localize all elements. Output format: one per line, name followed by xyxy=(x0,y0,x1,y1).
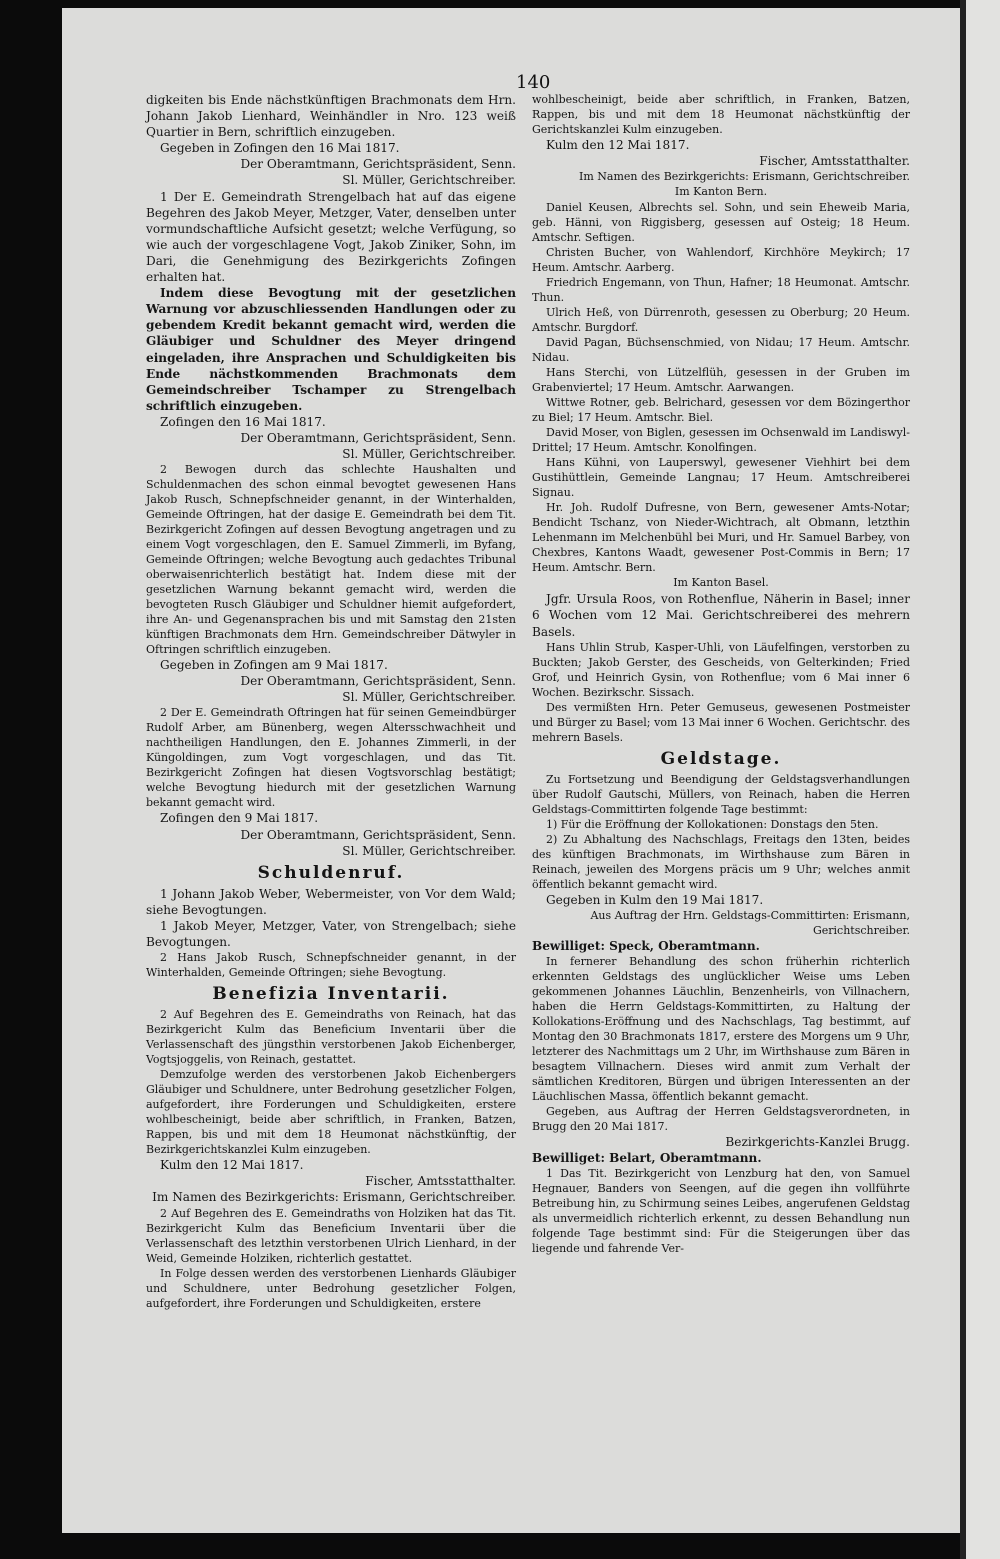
section-heading: Benefizia Inventarii. xyxy=(212,984,450,1005)
paragraph: wohlbescheinigt, beide aber schriftlich, in Franken, Batzen, Rappen, bis und mit dem 18 Heumonat nächstkünftig der Gerichtskanzlei Kulm einzugeben. xyxy=(532,93,910,136)
paragraph: 2 Der E. Gemeindrath Oftringen hat für seinen Gemeindbürger Rudolf Arber, am Bünenberg, wegen Altersschwachheit und nachtheiligen Handlungen, den E. Johannes Zimmerli, in der Küngoldingen, zum Vogt vorgeschlagen, und das Tit. Bezirkgericht Zofingen hat diesen Vogtsvorschlag bestätigt; welche Bevogtung hiedurch mit der gesetzlichen Warnung bekannt gemacht wird. xyxy=(146,706,516,810)
paragraph: In Folge dessen werden des verstorbenen Lienhards Gläubiger und Schuldnere, unter Bedrohung gesetzlicher Folgen, aufgefordert, ihre Forderungen und Schuldigkeiten, erstere xyxy=(146,1266,516,1310)
signature: Fischer, Amtsstatthalter. xyxy=(365,1174,516,1189)
list-item: Daniel Keusen, Albrechts sel. Sohn, und sein Eheweib Maria, geb. Hänni, von Riggisberg, gesessen auf Osteig; 18 Heum. Amtschr. Seftigen. xyxy=(532,201,910,245)
paragraph: 2 Hans Jakob Rusch, Schnepfschneider genannt, in der Winterhalden, Gemeinde Oftringen; siehe Bevogtung. xyxy=(146,951,516,980)
list-item: Jgfr. Ursula Roos, von Rothenflue, Näherin in Basel; inner 6 Wochen vom 12 Mai. Gerichtschreiberei des mehrern Basels. xyxy=(532,592,910,639)
date-line: Kulm den 12 Mai 1817. xyxy=(160,1158,304,1173)
paragraph: 2) Zu Abhaltung des Nachschlags, Freitags den 13ten, beides des künftigen Brachmonats, im Wirthshause zum Bären in Reinach, jeweilen des Morgens präcis um 9 Uhr; welches anmit öffentlich bekannt gemacht wird. xyxy=(532,832,910,891)
paragraph: Zu Fortsetzung und Beendigung der Geldstagsverhandlungen über Rudolf Gautschi, Müllers, von Reinach, haben die Herren Geldstags-Committirten folgende Tage bestimmt: xyxy=(532,772,910,816)
paragraph: 1 Der E. Gemeindrath Strengelbach hat auf das eigene Begehren des Jakob Meyer, Metzger, Vater, denselben unter vormundschaftliche Aufsicht gesetzt; welche Verfügung, so wie auch der vorgeschlagene Vogt, Jakob Ziniker, Sohn, im Dari, die Genehmigung des Bezirkgerichts Zofingen erhalten hat. xyxy=(146,189,516,285)
paragraph: 1 Das Tit. Bezirkgericht von Lenzburg hat den, von Samuel Hegnauer, Banders von Seengen, auf die gegen ihn vollführte Betreibung hin, zu Schirmung seines Leibes, angerufenen Geldstag als unvermeidlich richterlich erkennt, zu dessen Behandlung nun folgende Tage bestimmt sind: Für die Steigerungen über das liegende und fahrende Ver- xyxy=(532,1167,910,1256)
list-item: Hr. Joh. Rudolf Dufresne, von Bern, gewesener Amts-Notar; Bendicht Tschanz, von Nieder-Wichtrach, alt Obmann, letzthin Lehenmann im Melchenbühl bei Muri, und Hr. Samuel Barbey, von Chexbres, Kantons Waadt, gewesener Post-Commis in Bern; 17 Heum. Amtschr. Bern. xyxy=(532,501,910,575)
list-item: Christen Bucher, von Wahlendorf, Kirchhöre Meykirch; 17 Heum. Amtschr. Aarberg. xyxy=(532,246,910,275)
signature: Sl. Müller, Gerichtschreiber. xyxy=(342,447,516,462)
signature: Der Oberamtmann, Gerichtspräsident, Senn. xyxy=(240,674,516,689)
paragraph: 2 Auf Begehren des E. Gemeindraths von Reinach, hat das Bezirkgericht Kulm das Beneficium Inventarii über die Verlassenschaft des jüngsthin verstorbenen Jakob Eichenberger, Vogtsjoggelis, von Reinach, gestattet. xyxy=(146,1008,516,1067)
date-line: Gegeben in Kulm den 19 Mai 1817. xyxy=(546,892,764,907)
paragraph: In fernerer Behandlung des schon früherhin richterlich erkennten Geldstags des unglücklicher Weise ums Leben gekommenen Johannes Läuchlin, Benzenheirls, von Villnachern, haben die Herrn Geldstags-Kommittirten, zu Haltung der Kollokations-Eröffnung und des Nachschlags, Tag bestimmt, auf Montag den 30 Brachmonats 1817, erstere des Morgens um 9 Uhr, letzterer des Nachmittags um 2 Uhr, im Wirthshause zum Bären in besagtem Villnachern. Dieses wird anmit zum Verhalt der sämtlichen Kreditoren, Bürgen und übrigen Interessenten an der Läuchlischen Massa, öffentlich bekannt gemacht. xyxy=(532,954,910,1103)
date-line: Kulm den 12 Mai 1817. xyxy=(546,138,690,152)
left-column xyxy=(146,92,516,1311)
signature: Im Namen des Bezirkgerichts: Erismann, Gerichtschreiber. xyxy=(579,170,910,184)
signature: Bezirkgerichts-Kanzlei Brugg. xyxy=(725,1134,910,1149)
list-item: David Pagan, Büchsenschmied, von Nidau; 17 Heum. Amtschr. Nidau. xyxy=(532,336,910,365)
subheading-basel: Im Kanton Basel. xyxy=(673,576,769,590)
list-item: Ulrich Heß, von Dürrenroth, gesessen zu Oberburg; 20 Heum. Amtschr. Burgdorf. xyxy=(532,306,910,335)
list-item: Friedrich Engemann, von Thun, Hafner; 18 Heumonat. Amtschr. Thun. xyxy=(532,276,910,305)
signature: Sl. Müller, Gerichtschreiber. xyxy=(342,173,516,188)
paragraph: 1) Für die Eröffnung der Kollokationen: Donstags den 5ten. xyxy=(546,817,879,831)
paragraph: digkeiten bis Ende nächstkünftigen Brachmonats dem Hrn. Johann Jakob Lienhard, Weinhändler in Nro. 123 weiß Quartier in Bern, schriftlich einzugeben. xyxy=(146,93,516,140)
page-number: 140 xyxy=(516,72,551,93)
list-item: David Moser, von Biglen, gesessen im Ochsenwald im Landiswyl-Drittel; 17 Heum. Amtschr. Konolfingen. xyxy=(532,426,910,455)
section-heading: Geldstage. xyxy=(660,748,782,769)
list-item: Wittwe Rotner, geb. Belrichard, gesessen vor dem Bözingerthor zu Biel; 17 Heum. Amtschr. Biel. xyxy=(532,396,910,425)
signature: Sl. Müller, Gerichtschreiber. xyxy=(342,843,516,858)
paragraph: 2 Bewogen durch das schlechte Haushalten und Schuldenmachen des schon einmal bevogtet gewesenen Hans Jakob Rusch, Schnepfschneider genannt, in der Winterhalden, Gemeinde Oftringen, hat der dasige E. Gemeindrath bei dem Tit. Bezirkgericht Zofingen auf dessen Bevogtung angetragen und zu einem Vogt vorgeschlagen, den E. Samuel Zimmerli, im Byfang, Gemeinde Oftringen; welche Bevogtung auch gedachtes Tribunal oberwaisenrichterlich bestätigt hat. Indem diese mit der gesetzlichen Warnung bekannt gemacht wird, werden die bevogteten Rusch Gläubiger und Schuldner hiemit aufgefordert, ihre An- und Gegenansprachen bis und mit Samstag den 21sten künftigen Brachmonats dem Hrn. Gemeindschreiber Dätwyler in Oftringen schriftlich einzugeben. xyxy=(146,463,516,657)
paragraph: Indem diese Bevogtung mit der gesetzlichen Warnung vor abzuschliessenden Handlungen oder zu gebendem Kredit bekannt gemacht wird, werden die Gläubiger und Schuldner des Meyer dringend eingeladen, ihre Ansprachen und Schuldigkeiten bis Ende nächstkommenden Brachmonats dem Gemeindschreiber Tschamper zu Strengelbach schriftlich einzugeben. xyxy=(146,286,516,413)
signature: Im Namen des Bezirkgerichts: Erismann, Gerichtschreiber. xyxy=(152,1190,516,1205)
date-line: Gegeben in Zofingen den 16 Mai 1817. xyxy=(160,141,400,156)
subheading-bern: Im Kanton Bern. xyxy=(674,185,768,199)
signature: Der Oberamtmann, Gerichtspräsident, Senn. xyxy=(240,157,516,172)
list-item: Des vermißten Hrn. Peter Gemuseus, gewesenen Postmeister und Bürger zu Basel; vom 13 Mai inner 6 Wochen. Gerichtschr. des mehrern Basels. xyxy=(532,700,910,744)
signature: Fischer, Amtsstatthalter. xyxy=(759,154,910,169)
list-item: Hans Kühni, von Lauperswyl, gewesener Viehhirt bei dem Gustihüttlein, Gemeinde Langnau; 17 Heum. Amtschreiberei Signau. xyxy=(532,456,910,500)
list-item: Hans Uhlin Strub, Kasper-Uhli, von Läufelfingen, verstorben zu Buckten; Jakob Gerster, des Gescheids, von Gelterkinden; Fried Grof, und Heinrich Gysin, von Rothenflue; vom 6 Mai inner 6 Wochen. Bezirkschr. Sissach. xyxy=(532,640,910,699)
date-line: Gegeben in Zofingen am 9 Mai 1817. xyxy=(160,658,388,673)
date-line: Zofingen den 16 Mai 1817. xyxy=(160,414,326,429)
next-page-edge xyxy=(966,0,1000,1559)
section-heading: Schuldenruf. xyxy=(257,862,405,883)
signature: Sl. Müller, Gerichtschreiber. xyxy=(342,690,516,705)
paragraph: 1 Jakob Meyer, Metzger, Vater, von Strengelbach; siehe Bevogtungen. xyxy=(146,919,516,950)
paragraph: 2 Auf Begehren des E. Gemeindraths von Holziken hat das Tit. Bezirkgericht Kulm das Beneficium Inventarii über die Verlassenschaft des letzthin verstorbenen Ulrich Lienhard, in der Weid, Gemeinde Holziken, richterlich gestattet. xyxy=(146,1206,516,1265)
approval-line: Bewilliget: Belart, Oberamtmann. xyxy=(532,1151,762,1166)
paragraph: 1 Johann Jakob Weber, Webermeister, von Vor dem Wald; siehe Bevogtungen. xyxy=(146,886,516,917)
list-item: Hans Sterchi, von Lützelflüh, gesessen in der Gruben im Grabenviertel; 17 Heum. Amtschr. Aarwangen. xyxy=(532,366,910,395)
signature: Der Oberamtmann, Gerichtspräsident, Senn. xyxy=(240,430,516,445)
right-column xyxy=(532,92,910,1256)
date-line: Zofingen den 9 Mai 1817. xyxy=(160,811,319,826)
signature: Der Oberamtmann, Gerichtspräsident, Senn. xyxy=(240,827,516,842)
date-line: Gegeben, aus Auftrag der Herren Geldstagsverordneten, in Brugg den 20 Mai 1817. xyxy=(532,1104,910,1133)
paragraph: Demzufolge werden des verstorbenen Jakob Eichenbergers Gläubiger und Schuldnere, unter Bedrohung gesetzlicher Folgen, aufgefordert, ihre Forderungen und Schuldigkeiten, erstere wohlbescheinigt, beide aber schriftlich, in Franken, Batzen, Rappen, bis und mit dem 18 Heumonat nächstkünftig, der Bezirkgerichtskanzlei Kulm einzugeben. xyxy=(146,1068,516,1157)
signature: Aus Auftrag der Hrn. Geldstags-Committirten: Erismann, Gerichtschreiber. xyxy=(590,908,910,937)
approval-line: Bewilliget: Speck, Oberamtmann. xyxy=(532,938,760,953)
